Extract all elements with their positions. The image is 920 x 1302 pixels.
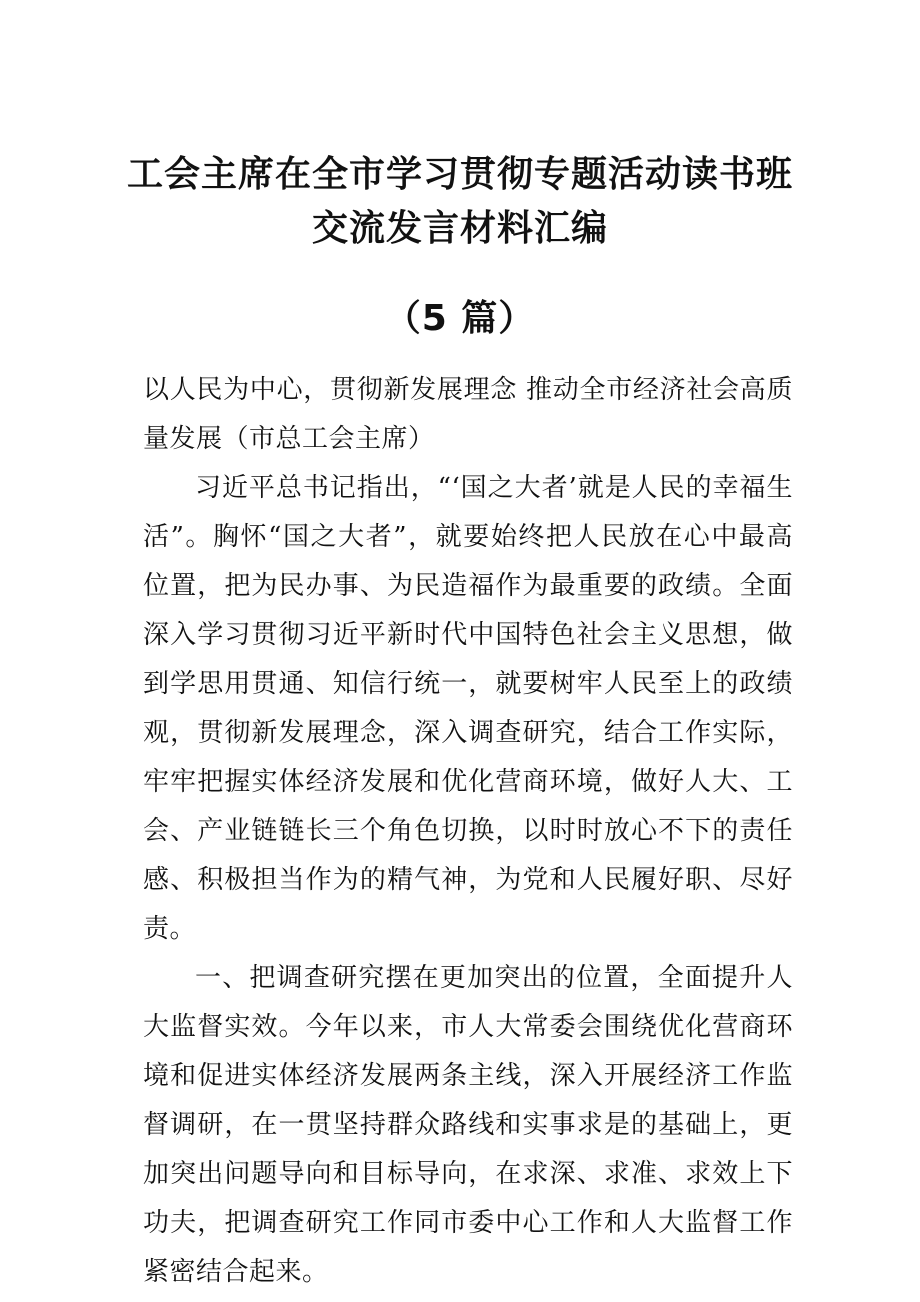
section-heading: 以人民为中心，贯彻新发展理念 推动全市经济社会高质量发展（市总工会主席） bbox=[143, 375, 793, 454]
document-title-line-1: 工会主席在全市学习贯彻专题活动读书班 bbox=[126, 154, 793, 195]
document-title-line-2: 交流发言材料汇编 bbox=[311, 208, 608, 249]
document-title-count: （5 篇） bbox=[384, 298, 536, 339]
point-one-paragraph: 一、把调查研究摆在更加突出的位置，全面提升人大监督实效。今年以来，市人大常委会围绕优化营商环境和促进实体经济发展两条主线，深入开展经济工作监督调研，在一贯坚持群众路线和实事求是的基础上，更加突出问题导向和目标导向，在求深、求准、求效上下功夫，把调查研究工作同市委中心工作和人大监督工作紧密结合起来。 bbox=[143, 963, 793, 1287]
document-body bbox=[143, 366, 793, 1297]
intro-paragraph: 习近平总书记指出，“‘国之大者’就是人民的幸福生活”。胸怀“国之大者”，就要始终把人民放在心中最高位置，把为民办事、为民造福作为最重要的政绩。全面深入学习贯彻习近平新时代中国特色社会主义思想，做到学思用贯通、知信行统一，就要树牢人民至上的政绩观，贯彻新发展理念，深入调查研究，结合工作实际，牢牢把握实体经济发展和优化营商环境，做好人大、工会、产业链链长三个角色切换，以时时放心不下的责任感、积极担当作为的精气神，为党和人民履好职、尽好责。 bbox=[143, 473, 793, 944]
